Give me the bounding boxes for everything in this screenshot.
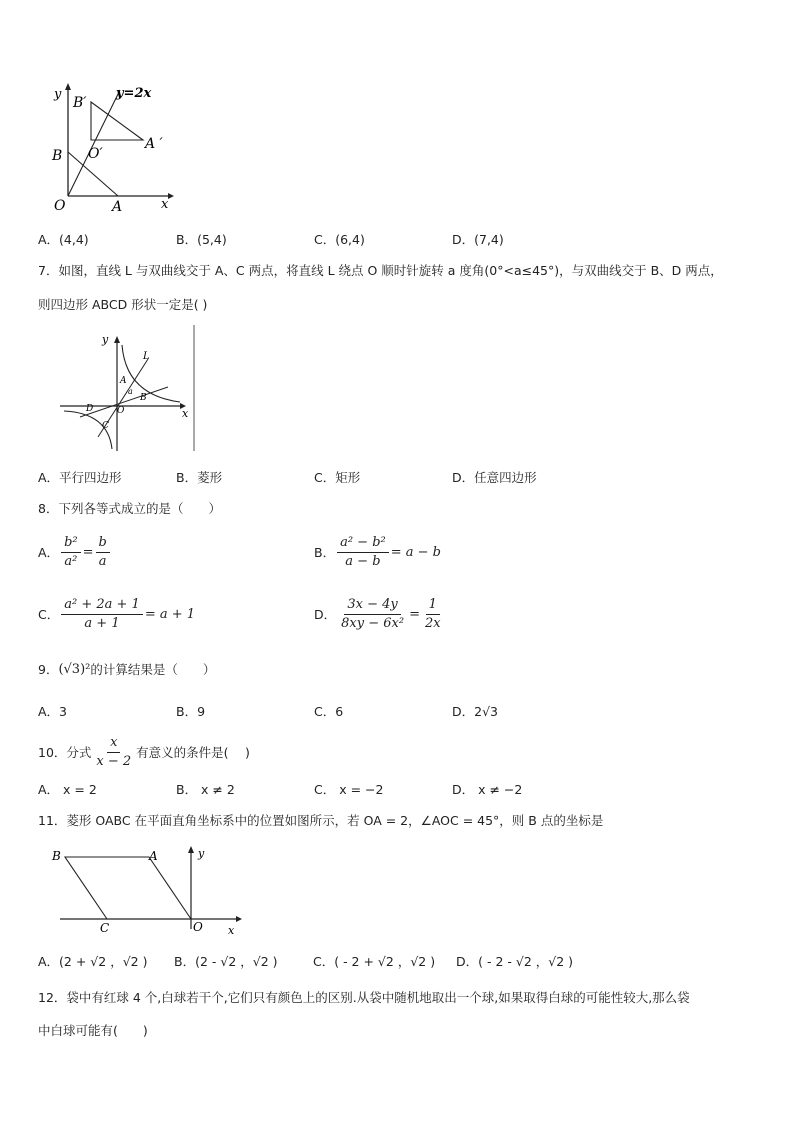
q11-stem: 11．菱形 OABC 在平面直角坐标系中的位置如图所示，若 OA = 2，∠AOC = 45°，则 B 点的坐标是 xyxy=(38,813,604,828)
q7-option-d: D．任意四边形 xyxy=(452,470,537,485)
q7-label-d: D xyxy=(86,404,94,414)
q10-prefix: 10．分式 xyxy=(38,745,92,761)
q8-c-label: C． xyxy=(38,607,60,623)
q7-label-o: O xyxy=(117,406,125,416)
q7-option-c: C．矩形 xyxy=(314,470,361,485)
q8-d-den: 8xy − 6x² xyxy=(341,615,405,631)
q9-option-a: A．3 xyxy=(38,704,68,719)
q7-label-x: x xyxy=(182,407,189,420)
q8-b-num: a² − b² xyxy=(337,535,389,553)
q11-label-b: B xyxy=(52,849,61,863)
q11-option-b: B．(2 - √2 ，√2 ) xyxy=(174,954,278,969)
q12-stem-line1: 12．袋中有红球 4 个,白球若干个,它们只有颜色上的区别.从袋中随机地取出一个球,如果取得白球的可能性较大,那么袋 xyxy=(38,990,690,1005)
q8-option-d xyxy=(314,597,446,631)
q8-b-rhs: = a − b xyxy=(390,544,441,560)
q10-suffix: 有意义的条件是( ) xyxy=(136,745,250,761)
q8-stem: 8．下列各等式成立的是（ ） xyxy=(38,501,221,516)
q8-b-den: a − b xyxy=(345,553,381,569)
q7-label-l: L xyxy=(143,351,150,362)
q8-option-a xyxy=(38,535,112,569)
q10-num: x xyxy=(107,735,120,753)
q8-c-fraction xyxy=(61,597,143,631)
q8-b-label: B． xyxy=(314,545,336,561)
q11-label-y: y xyxy=(198,847,205,860)
q8-d-fraction xyxy=(338,597,407,631)
q10-option-a: A． x = 2 xyxy=(38,782,97,797)
q6-label-ap: A ′ xyxy=(145,136,163,152)
q9-expression: (√3)² xyxy=(58,661,91,677)
q8-a-label: A． xyxy=(38,545,60,561)
q8-a-eq: = xyxy=(82,544,94,560)
q9-suffix: 的计算结果是（ ） xyxy=(90,662,216,677)
q7-y-arrow xyxy=(114,336,120,343)
q11-option-c: C．( - 2 + √2 ，√2 ) xyxy=(313,954,436,969)
q6-y-arrow xyxy=(65,83,71,90)
q9-option-c: C．6 xyxy=(314,704,344,719)
q8-c-rhs: = a + 1 xyxy=(144,606,196,622)
q11-label-x: x xyxy=(228,924,235,935)
q7-label-a: A xyxy=(120,376,127,386)
q8-c-num: a² + 2a + 1 xyxy=(61,597,143,615)
q8-a-fraction2 xyxy=(96,535,110,569)
q9-option-d: D．2√3 xyxy=(452,704,498,719)
q8-c-den: a + 1 xyxy=(84,615,120,631)
q11-y-arrow xyxy=(188,846,194,853)
q8-d-eq: = xyxy=(409,606,420,622)
q6-option-a: A．(4,4) xyxy=(38,232,89,247)
q10-option-b: B． x ≠ 2 xyxy=(176,782,235,797)
q8-a-den2: a xyxy=(98,553,107,569)
q6-option-d: D．(7,4) xyxy=(452,232,504,247)
q7-option-a: A．平行四边形 xyxy=(38,470,122,485)
q6-option-b: B．(5,4) xyxy=(176,232,227,247)
q9-stem xyxy=(38,660,215,678)
q11-option-d: D．( - 2 - √2 ，√2 ) xyxy=(456,954,574,969)
q10-den: x − 2 xyxy=(96,753,132,769)
q8-d-fraction2 xyxy=(422,597,444,631)
q11-label-c: C xyxy=(100,921,110,935)
q8-option-b xyxy=(314,535,441,569)
q7-figure xyxy=(40,325,200,455)
q6-label-line: y=2x xyxy=(116,86,152,101)
q10-option-c: C． x = −2 xyxy=(314,782,384,797)
q6-option-c: C．(6,4) xyxy=(314,232,365,247)
q6-x-arrow xyxy=(168,193,174,199)
q10-fraction xyxy=(93,735,134,769)
q9-option-b: B．9 xyxy=(176,704,206,719)
q7-stem-line2: 则四边形 ABCD 形状一定是( ) xyxy=(38,297,208,312)
q10-option-d: D． x ≠ −2 xyxy=(452,782,523,797)
q6-label-op: O′ xyxy=(88,146,103,162)
q8-a-den: a² xyxy=(64,553,78,569)
q7-option-b: B．菱形 xyxy=(176,470,223,485)
q6-label-o: O xyxy=(54,198,66,214)
q11-figure xyxy=(50,843,250,935)
q6-label-b: B xyxy=(52,148,63,164)
q8-a-fraction xyxy=(61,535,81,569)
q6-label-bp: B′ xyxy=(73,95,87,111)
q8-d-den2: 2x xyxy=(424,615,441,631)
q11-option-a: A．(2 + √2 ，√2 ) xyxy=(38,954,148,969)
q6-label-y: y xyxy=(54,87,62,102)
q11-label-o: O xyxy=(193,920,203,934)
q6-label-x: x xyxy=(161,197,169,212)
q8-b-fraction xyxy=(337,535,389,569)
q12-stem-line2: 中白球可能有( ) xyxy=(38,1023,148,1038)
q8-a-num: b² xyxy=(61,535,81,553)
q7-label-angle: a xyxy=(128,387,133,396)
q11-rhombus xyxy=(65,857,191,919)
q6-label-a: A xyxy=(112,199,123,215)
q8-d-label: D． xyxy=(314,607,337,623)
q8-a-num2: b xyxy=(96,535,110,553)
q7-label-c: C xyxy=(102,421,109,431)
q10-stem xyxy=(38,735,250,769)
q8-d-num2: 1 xyxy=(426,597,440,615)
q8-d-num: 3x − 4y xyxy=(344,597,400,615)
q11-label-a: A xyxy=(149,849,158,863)
q8-option-c xyxy=(38,597,195,631)
q7-label-b: B xyxy=(140,393,147,403)
q9-prefix: 9． xyxy=(38,662,59,677)
q7-label-y: y xyxy=(102,333,109,346)
q11-x-arrow xyxy=(236,916,242,922)
q6-figure xyxy=(38,80,178,215)
q7-stem-line1: 7．如图，直线 L 与双曲线交于 A、C 两点，将直线 L 绕点 O 顺时针旋转 a 度角(0°<a≤45°)，与双曲线交于 B、D 两点， xyxy=(38,263,723,278)
